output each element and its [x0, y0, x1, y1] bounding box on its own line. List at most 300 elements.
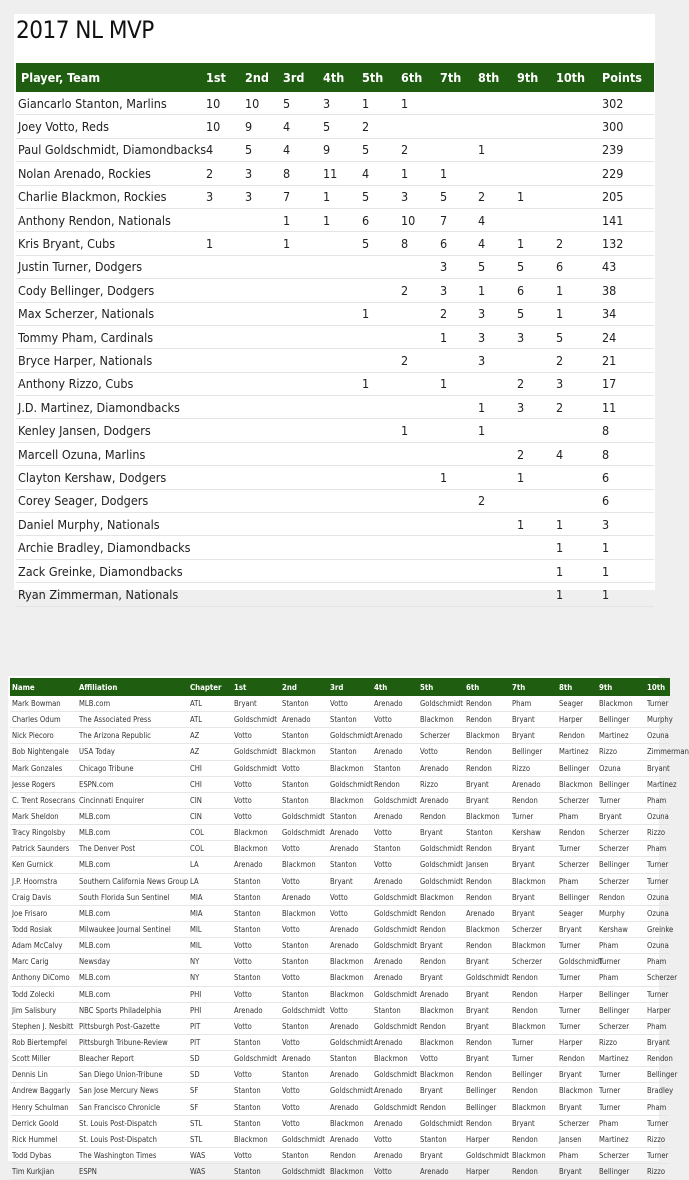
table-cell: WAS: [188, 1147, 232, 1163]
table-cell: Arenado: [280, 712, 328, 728]
table-cell: Turner: [557, 841, 597, 857]
table-cell: [478, 372, 517, 395]
table-cell: [478, 536, 517, 559]
table-cell: [323, 583, 362, 606]
table-cell: MLB.com: [77, 808, 188, 824]
table-cell: CHI: [188, 776, 232, 792]
table-row: [10, 1164, 670, 1180]
table-cell: Blackmon: [510, 873, 557, 889]
table-cell: 3: [478, 302, 517, 325]
table-row: [10, 1051, 670, 1067]
table-cell: 5: [323, 115, 362, 138]
table-cell: 1: [517, 513, 556, 536]
table-cell: Rendon: [418, 921, 464, 937]
column-header: Points: [602, 63, 654, 92]
table-cell: Stanton: [280, 986, 328, 1002]
table-cell: Blackmon: [328, 1115, 372, 1131]
table-cell: Stanton: [328, 1051, 372, 1067]
table-cell: [478, 162, 517, 185]
table-cell: Murphy: [645, 712, 670, 728]
table-cell: Votto: [232, 986, 280, 1002]
table-cell: Goldschmidt: [280, 808, 328, 824]
table-cell: [401, 513, 440, 536]
table-cell: 2: [362, 115, 401, 138]
table-cell: Turner: [597, 1067, 645, 1083]
table-cell: Votto: [280, 760, 328, 776]
table-cell: Goldschmidt: [372, 1018, 418, 1034]
table-cell: Goldschmidt: [328, 776, 372, 792]
table-cell: Martinez: [645, 776, 670, 792]
table-row: [10, 873, 670, 889]
table-cell: Ozuna: [645, 728, 670, 744]
table-cell: Rizzo: [510, 760, 557, 776]
table-cell: Arenado: [232, 1002, 280, 1018]
table-row: [10, 760, 670, 776]
table-cell: Stanton: [372, 841, 418, 857]
table-cell: [206, 325, 245, 348]
table-cell: Blackmon: [232, 841, 280, 857]
table-cell: Stanton: [280, 696, 328, 712]
table-cell: Zimmerman: [645, 744, 670, 760]
table-cell: Harper: [464, 1131, 510, 1147]
table-cell: Stanton: [280, 776, 328, 792]
table-cell: Arenado: [372, 1034, 418, 1050]
table-cell: Arenado: [418, 1164, 464, 1180]
table-cell: Giancarlo Stanton, Marlins: [16, 92, 206, 115]
table-cell: [245, 255, 283, 278]
column-header: 1st: [232, 678, 280, 696]
table-row: [16, 325, 654, 348]
table-cell: Arenado: [372, 1083, 418, 1099]
table-cell: 1: [283, 208, 323, 231]
table-cell: Clayton Kershaw, Dodgers: [16, 466, 206, 489]
table-cell: 34: [602, 302, 654, 325]
table-cell: Rendon: [464, 873, 510, 889]
table-cell: 7: [440, 208, 478, 231]
table-cell: 10: [401, 208, 440, 231]
table-cell: Rendon: [464, 1067, 510, 1083]
table-cell: [206, 513, 245, 536]
table-cell: Rendon: [464, 841, 510, 857]
table-cell: Votto: [280, 970, 328, 986]
table-cell: Bryant: [328, 873, 372, 889]
table-cell: [517, 419, 556, 442]
table-cell: Rendon: [464, 1034, 510, 1050]
table-cell: Votto: [280, 1099, 328, 1115]
table-cell: [556, 162, 602, 185]
table-cell: AZ: [188, 728, 232, 744]
table-cell: [362, 419, 401, 442]
table-row: [16, 583, 654, 606]
table-cell: Stanton: [372, 760, 418, 776]
table-cell: 3: [478, 349, 517, 372]
column-header: 4th: [323, 63, 362, 92]
table-cell: St. Louis Post-Dispatch: [77, 1131, 188, 1147]
table-cell: Blackmon: [597, 696, 645, 712]
table-cell: 2: [517, 372, 556, 395]
table-row: [16, 302, 654, 325]
table-cell: Stanton: [232, 1164, 280, 1180]
table-cell: [362, 349, 401, 372]
table-cell: Rendon: [557, 1051, 597, 1067]
table-cell: 4: [478, 232, 517, 255]
table-cell: [362, 583, 401, 606]
table-cell: Harper: [464, 1164, 510, 1180]
table-cell: 302: [602, 92, 654, 115]
table-cell: Rendon: [464, 696, 510, 712]
table-cell: Goldschmidt: [328, 1083, 372, 1099]
table-cell: 2: [556, 349, 602, 372]
table-cell: C. Trent Rosecrans: [10, 792, 77, 808]
table-cell: Arenado: [372, 970, 418, 986]
table-cell: Blackmon: [418, 1034, 464, 1050]
table-row: [10, 776, 670, 792]
table-cell: Bryant: [557, 1099, 597, 1115]
table-cell: Patrick Saunders: [10, 841, 77, 857]
table-cell: Rendon: [510, 986, 557, 1002]
table-cell: San Francisco Chronicle: [77, 1099, 188, 1115]
table-cell: Ozuna: [645, 889, 670, 905]
table-row: [10, 1067, 670, 1083]
table-cell: Arenado: [328, 1018, 372, 1034]
table-cell: Turner: [645, 1147, 670, 1163]
table-cell: Goldschmidt: [232, 760, 280, 776]
table-cell: 4: [283, 115, 323, 138]
table-cell: Stanton: [372, 1002, 418, 1018]
table-cell: Goldschmidt: [464, 970, 510, 986]
table-cell: Goldschmidt: [280, 1164, 328, 1180]
table-cell: [362, 559, 401, 582]
table-cell: Pittsburgh Tribune-Review: [77, 1034, 188, 1050]
table-cell: [362, 536, 401, 559]
table-row: [10, 808, 670, 824]
table-cell: SD: [188, 1067, 232, 1083]
table-cell: Turner: [645, 696, 670, 712]
table-cell: Andrew Baggarly: [10, 1083, 77, 1099]
table-cell: 1: [440, 325, 478, 348]
table-cell: COL: [188, 841, 232, 857]
table-cell: 1: [478, 396, 517, 419]
table-cell: 205: [602, 185, 654, 208]
table-cell: Rendon: [464, 760, 510, 776]
table-cell: Jim Salisbury: [10, 1002, 77, 1018]
table-cell: Blackmon: [328, 792, 372, 808]
table-cell: 2: [440, 302, 478, 325]
table-cell: Archie Bradley, Diamondbacks: [16, 536, 206, 559]
table-row: [10, 905, 670, 921]
table-row: [10, 954, 670, 970]
table-cell: [478, 583, 517, 606]
table-cell: 17: [602, 372, 654, 395]
table-cell: [245, 442, 283, 465]
table-cell: 141: [602, 208, 654, 231]
table-cell: Todd Dybas: [10, 1147, 77, 1163]
table-cell: 7: [283, 185, 323, 208]
table-cell: Votto: [328, 889, 372, 905]
table-cell: [440, 396, 478, 419]
table-cell: Arenado: [280, 889, 328, 905]
table-cell: Arenado: [328, 921, 372, 937]
table-cell: 4: [478, 208, 517, 231]
table-row: [16, 162, 654, 185]
table-cell: Rizzo: [645, 1131, 670, 1147]
table-cell: Arenado: [372, 873, 418, 889]
table-cell: Goldschmidt: [372, 921, 418, 937]
table-cell: NY: [188, 954, 232, 970]
table-row: [10, 1083, 670, 1099]
table-cell: 5: [362, 232, 401, 255]
table-cell: 10: [245, 92, 283, 115]
table-cell: Votto: [328, 1002, 372, 1018]
table-cell: Blackmon: [464, 808, 510, 824]
table-cell: Pham: [645, 841, 670, 857]
table-cell: Pham: [645, 1099, 670, 1115]
table-cell: Arenado: [418, 986, 464, 1002]
table-cell: LA: [188, 873, 232, 889]
table-cell: 2: [478, 185, 517, 208]
table-cell: [556, 419, 602, 442]
table-cell: Goldschmidt: [418, 873, 464, 889]
table-row: [10, 712, 670, 728]
table-cell: Blackmon: [510, 1099, 557, 1115]
table-cell: 3: [323, 92, 362, 115]
table-cell: NY: [188, 970, 232, 986]
table-cell: 300: [602, 115, 654, 138]
table-cell: COL: [188, 825, 232, 841]
table-cell: Votto: [280, 921, 328, 937]
table-cell: ATL: [188, 696, 232, 712]
table-cell: Goldschmidt: [372, 1099, 418, 1115]
table-cell: Scherzer: [597, 825, 645, 841]
column-header: Player, Team: [16, 63, 206, 92]
table-cell: 1: [283, 232, 323, 255]
table-cell: [478, 559, 517, 582]
column-header: 3rd: [328, 678, 372, 696]
table-cell: Rendon: [645, 1051, 670, 1067]
results-table: [16, 63, 654, 607]
table-cell: Votto: [328, 696, 372, 712]
table-cell: [440, 489, 478, 512]
table-cell: [478, 92, 517, 115]
table-cell: Bryce Harper, Nationals: [16, 349, 206, 372]
table-cell: 2: [206, 162, 245, 185]
table-cell: 5: [245, 138, 283, 161]
table-cell: [362, 489, 401, 512]
table-cell: Blackmon: [328, 970, 372, 986]
table-cell: [323, 513, 362, 536]
table-cell: AZ: [188, 744, 232, 760]
table-cell: [245, 325, 283, 348]
table-cell: Arenado: [418, 760, 464, 776]
table-cell: [206, 396, 245, 419]
table-row: [10, 1147, 670, 1163]
column-header: 8th: [478, 63, 517, 92]
table-cell: Rendon: [418, 905, 464, 921]
table-cell: [323, 372, 362, 395]
table-cell: Bryant: [418, 1083, 464, 1099]
table-cell: Stanton: [280, 954, 328, 970]
table-cell: Newsday: [77, 954, 188, 970]
table-cell: Ozuna: [645, 938, 670, 954]
table-cell: [440, 442, 478, 465]
table-cell: Goldschmidt: [280, 1131, 328, 1147]
column-header: 1st: [206, 63, 245, 92]
table-row: [16, 513, 654, 536]
table-cell: Arenado: [372, 744, 418, 760]
column-header: 5th: [362, 63, 401, 92]
table-row: [10, 792, 670, 808]
table-cell: MLB.com: [77, 938, 188, 954]
table-cell: Craig Davis: [10, 889, 77, 905]
table-cell: Bryant: [464, 776, 510, 792]
table-row: [16, 208, 654, 231]
table-cell: 4: [556, 442, 602, 465]
table-cell: Stanton: [232, 921, 280, 937]
table-cell: Turner: [557, 938, 597, 954]
table-cell: Derrick Goold: [10, 1115, 77, 1131]
table-cell: Milwaukee Journal Sentinel: [77, 921, 188, 937]
table-cell: USA Today: [77, 744, 188, 760]
table-cell: Votto: [232, 938, 280, 954]
table-cell: Votto: [232, 792, 280, 808]
table-cell: WAS: [188, 1164, 232, 1180]
table-cell: [283, 279, 323, 302]
table-cell: Pham: [645, 954, 670, 970]
table-cell: Jansen: [464, 857, 510, 873]
table-cell: [517, 583, 556, 606]
table-cell: Rob Biertempfel: [10, 1034, 77, 1050]
table-cell: 6: [602, 489, 654, 512]
table-cell: Bryant: [418, 1147, 464, 1163]
table-cell: Stanton: [232, 1034, 280, 1050]
table-cell: Votto: [372, 1131, 418, 1147]
table-row: [16, 92, 654, 115]
table-cell: 3: [478, 325, 517, 348]
table-cell: Stanton: [280, 728, 328, 744]
table-cell: 1: [556, 279, 602, 302]
table-cell: CIN: [188, 792, 232, 808]
table-cell: Goldschmidt: [328, 1034, 372, 1050]
table-cell: Stanton: [280, 1018, 328, 1034]
table-cell: Turner: [557, 1002, 597, 1018]
table-cell: [283, 559, 323, 582]
table-cell: Joey Votto, Reds: [16, 115, 206, 138]
table-cell: 1: [478, 138, 517, 161]
table-cell: Goldschmidt: [232, 712, 280, 728]
table-cell: [245, 583, 283, 606]
table-cell: Goldschmidt: [418, 1115, 464, 1131]
table-cell: Bryant: [510, 728, 557, 744]
table-cell: Martinez: [597, 728, 645, 744]
table-row: [10, 921, 670, 937]
table-cell: Blackmon: [557, 1083, 597, 1099]
table-cell: [283, 372, 323, 395]
table-cell: Stanton: [232, 1083, 280, 1099]
table-cell: Votto: [232, 776, 280, 792]
table-cell: Votto: [418, 1051, 464, 1067]
table-cell: Goldschmidt: [280, 1002, 328, 1018]
table-cell: Pham: [597, 970, 645, 986]
table-cell: Zack Greinke, Diamondbacks: [16, 559, 206, 582]
table-cell: Goldschmidt: [557, 954, 597, 970]
table-cell: ESPN: [77, 1164, 188, 1180]
table-cell: [478, 115, 517, 138]
table-cell: Pham: [645, 792, 670, 808]
table-cell: Charlie Blackmon, Rockies: [16, 185, 206, 208]
table-cell: MIA: [188, 889, 232, 905]
table-cell: [245, 396, 283, 419]
table-cell: Stanton: [280, 1147, 328, 1163]
table-cell: 2: [556, 232, 602, 255]
table-cell: 1: [362, 92, 401, 115]
table-cell: [401, 536, 440, 559]
table-cell: 4: [283, 138, 323, 161]
table-cell: Paul Goldschmidt, Diamondbacks: [16, 138, 206, 161]
table-cell: [401, 442, 440, 465]
table-row: [16, 559, 654, 582]
table-cell: Scherzer: [510, 954, 557, 970]
table-cell: Arenado: [372, 808, 418, 824]
table-cell: 1: [362, 302, 401, 325]
table-cell: Stanton: [464, 825, 510, 841]
table-cell: [440, 349, 478, 372]
table-cell: Stanton: [328, 857, 372, 873]
table-cell: [517, 115, 556, 138]
table-cell: [362, 442, 401, 465]
table-cell: [206, 279, 245, 302]
table-cell: 1: [323, 185, 362, 208]
table-cell: 5: [440, 185, 478, 208]
table-cell: 11: [323, 162, 362, 185]
table-cell: Rendon: [418, 954, 464, 970]
table-cell: 1: [206, 232, 245, 255]
results-card: [14, 14, 655, 602]
table-row: [16, 466, 654, 489]
table-cell: 6: [556, 255, 602, 278]
table-cell: [206, 442, 245, 465]
table-cell: Turner: [645, 1115, 670, 1131]
table-cell: Scherzer: [557, 857, 597, 873]
table-cell: 5: [362, 185, 401, 208]
table-cell: 1: [556, 583, 602, 606]
table-cell: Blackmon: [418, 1067, 464, 1083]
table-cell: CIN: [188, 808, 232, 824]
table-cell: Bryant: [645, 760, 670, 776]
table-cell: [517, 208, 556, 231]
table-cell: Votto: [328, 905, 372, 921]
table-cell: Daniel Murphy, Nationals: [16, 513, 206, 536]
table-cell: 5: [362, 138, 401, 161]
table-row: [10, 986, 670, 1002]
table-cell: J.P. Hoornstra: [10, 873, 77, 889]
table-cell: [245, 208, 283, 231]
table-cell: [323, 419, 362, 442]
table-cell: Bryant: [232, 696, 280, 712]
table-cell: Bellinger: [597, 986, 645, 1002]
table-cell: 3: [556, 372, 602, 395]
table-cell: 1: [401, 92, 440, 115]
table-cell: Goldschmidt: [232, 744, 280, 760]
table-cell: Scott Miller: [10, 1051, 77, 1067]
table-cell: Cincinnati Enquirer: [77, 792, 188, 808]
table-cell: Blackmon: [418, 712, 464, 728]
table-cell: NBC Sports Philadelphia: [77, 1002, 188, 1018]
table-cell: Goldschmidt: [280, 825, 328, 841]
table-cell: Pham: [557, 1147, 597, 1163]
table-cell: ESPN.com: [77, 776, 188, 792]
table-cell: Rizzo: [645, 825, 670, 841]
table-cell: [556, 466, 602, 489]
